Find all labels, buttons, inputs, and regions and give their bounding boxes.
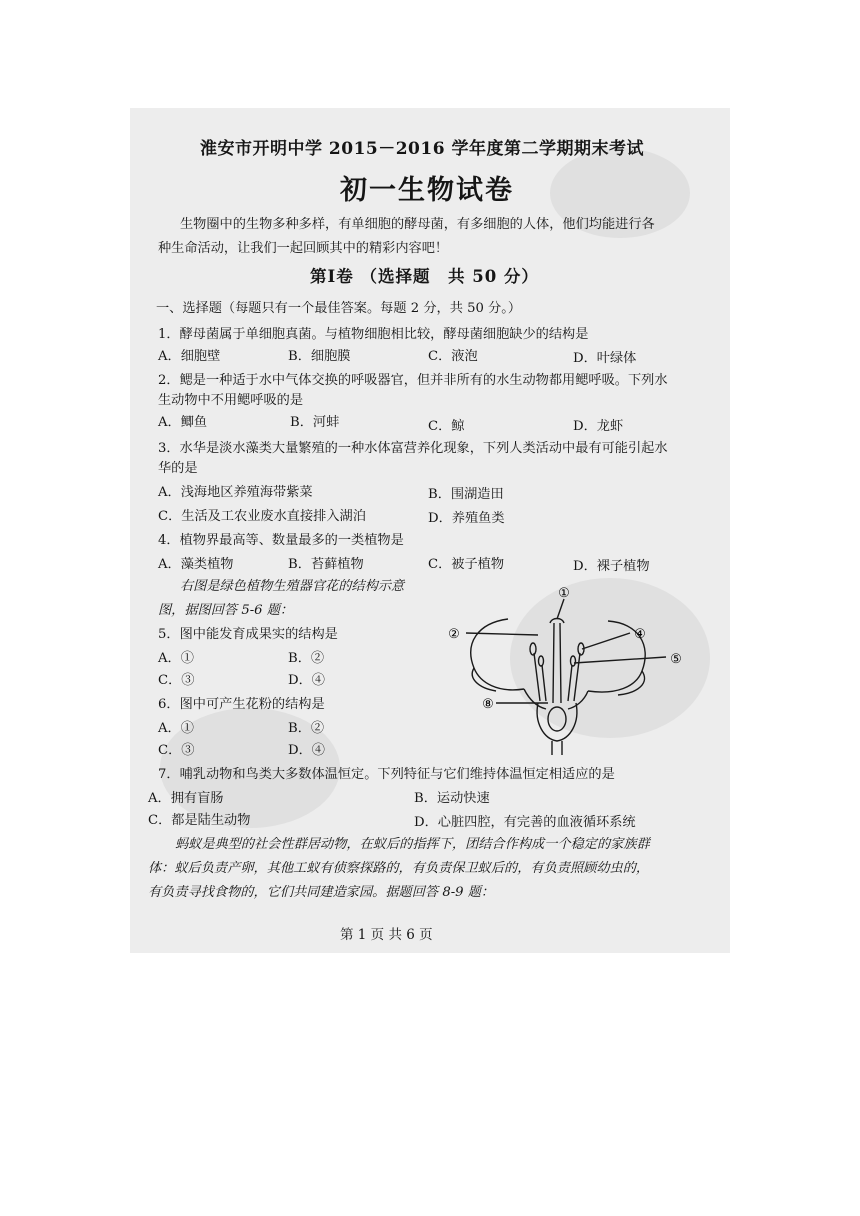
anther-left [530,643,536,655]
q4-option-b: B．苔藓植物 [288,557,364,572]
q3-stem-2: 华的是 [158,461,198,476]
q4-stem: 4．植物界最高等、数量最多的一类植物是 [158,533,404,548]
stamen-filaments [534,653,580,701]
q6-option-a: A．① [158,721,194,736]
q4-option-c: C．被子植物 [428,557,505,572]
q5-option-b: B．② [288,651,325,666]
exam-title: 淮安市开明中学 2015－2016 学年度第二学期期末考试 [200,139,644,159]
left-petal [471,619,524,690]
ovule [548,707,566,731]
section-title: 一、选择题（每题只有一个最佳答案。每题 2 分，共 50 分。） [156,301,522,316]
label-3: ⑧ [482,697,494,712]
q2-option-a: A．鲫鱼 [158,415,208,430]
q2-option-b: B．河蚌 [290,415,340,430]
figure-intro-2: 图，据图回答 5-6 题： [158,603,294,618]
q7-option-a: A．拥有盲肠 [148,791,224,806]
q1-option-a: A．细胞壁 [158,349,221,364]
part-title: 第Ⅰ卷 （选择题 共 50 分） [310,267,539,286]
label-2: ② [448,627,460,642]
q5-option-a: A．① [158,651,194,666]
right-sepal [568,691,588,709]
flower-structure-diagram [438,583,688,755]
q2-stem-2: 生动物中不用鳃呼吸的是 [158,393,304,408]
q7-stem: 7．哺乳动物和鸟类大多数体温恒定。下列特征与它们维持体温恒定相适应的是 [158,767,615,782]
q3-option-c: C．生活及工农业废水直接排入湖泊 [158,509,366,524]
paper-subtitle: 初一生物试卷 [340,175,514,206]
q1-option-c: C．液泡 [428,349,478,364]
q3-option-a: A．浅海地区养殖海带紫菜 [158,485,313,500]
q7-option-b: B．运动快速 [414,791,490,806]
q6-option-c: C．③ [158,743,195,758]
q1-option-d: D．叶绿体 [573,351,637,366]
ant-text-1: 蚂蚁是典型的社会性群居动物，在蚁后的指挥下，团结合作构成一个稳定的家族群 [175,837,650,852]
q6-stem: 6．图中可产生花粉的结构是 [158,697,325,712]
q4-option-d: D．裸子植物 [573,559,650,574]
q5-stem: 5．图中能发育成果实的结构是 [158,627,338,642]
q2-stem-1: 2．鳃是一种适于水中气体交换的呼吸器官，但并非所有的水生动物都用鳃呼吸。下列水 [158,373,668,388]
q7-option-d: D．心脏四腔，有完善的血液循环系统 [414,815,636,830]
q1-stem: 1．酵母菌属于单细胞真菌。与植物细胞相比较，酵母菌细胞缺少的结构是 [158,327,589,342]
left-sepal [524,689,546,709]
intro-line-2: 种生命活动，让我们一起回顾其中的精彩内容吧！ [158,241,449,256]
label-4: ④ [634,627,646,642]
q2-option-c: C．鲸 [428,419,465,434]
q6-option-d: D．④ [288,743,325,758]
q6-option-b: B．② [288,721,325,736]
q7-option-c: C．都是陆生动物 [148,813,251,828]
label-5: ⑤ [670,652,682,667]
pistil-style [553,623,561,703]
flower-stalk [552,741,562,755]
q3-option-b: B．围湖造田 [428,487,504,502]
ant-text-3: 有负责寻找食物的，它们共同建造家园。据题回答 8-9 题： [148,885,495,900]
q3-stem-1: 3．水华是淡水藻类大量繁殖的一种水体富营养化现象，下列人类活动中最有可能引起水 [158,441,668,456]
label-1: ① [558,586,570,601]
ant-text-2: 体：蚁后负责产卵，其他工蚁有侦察探路的，有负责保卫蚁后的，有负责照顾幼虫的， [148,861,650,876]
q4-option-a: A．藻类植物 [158,557,234,572]
intro-line-1: 生物圈中的生物多种多样，有单细胞的酵母菌，有多细胞的人体，他们均能进行各 [180,217,655,232]
stigma [550,619,564,624]
q5-option-c: C．③ [158,673,195,688]
page-footer: 第 1 页 共 6 页 [340,927,433,943]
figure-intro-1: 右图是绿色植物生殖器官花的结构示意 [180,579,405,594]
q1-option-b: B．细胞膜 [288,349,351,364]
q5-option-d: D．④ [288,673,325,688]
q3-option-d: D．养殖鱼类 [428,511,505,526]
q2-option-d: D．龙虾 [573,419,624,434]
